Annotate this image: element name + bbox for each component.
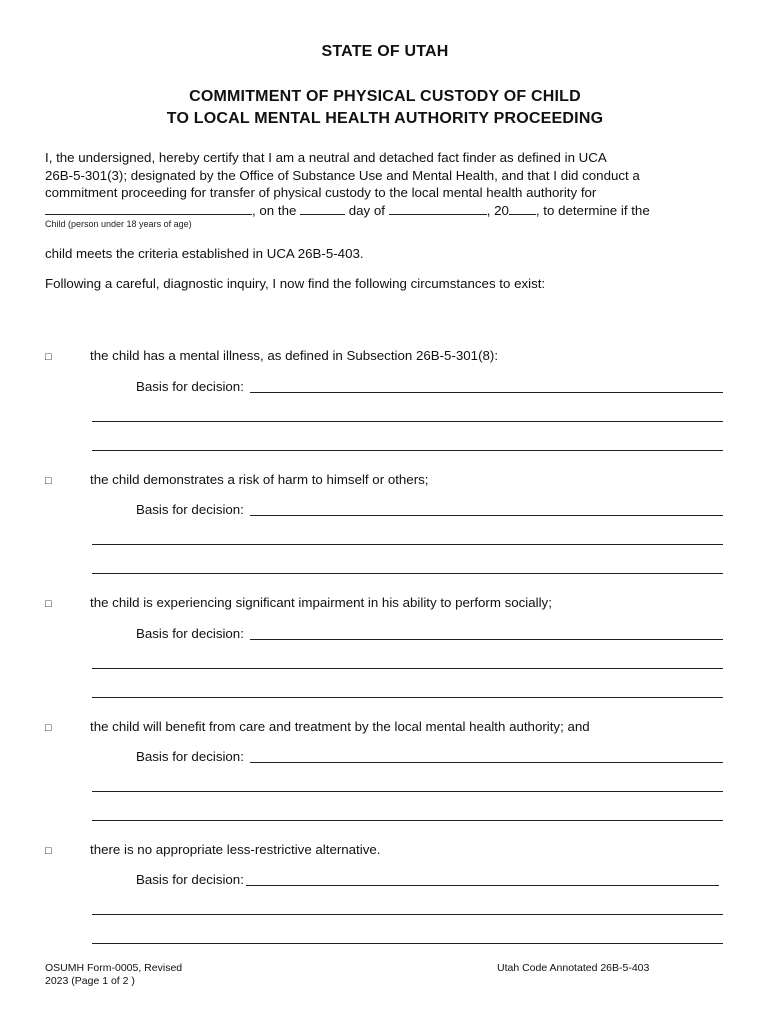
item-3-basis-line-3[interactable]: [92, 697, 723, 698]
item-1-basis-field[interactable]: [250, 392, 723, 393]
item-4-text: the child will benefit from care and treatment by the local mental health authority; and: [90, 719, 590, 734]
year-field[interactable]: [509, 202, 536, 215]
page-indicator: 2023 (Page 1 of 2 ): [45, 975, 135, 987]
inquiry-statement: Following a careful, diagnostic inquiry, I now find the following circumstances to exist:: [45, 276, 546, 291]
year-prefix-label: , 20: [486, 202, 509, 218]
item-1-basis-label: Basis for decision:: [136, 379, 244, 394]
item-1-basis-line-2[interactable]: [92, 421, 723, 422]
criteria-statement: child meets the criteria established in UCA 26B-5-403.: [45, 246, 364, 261]
state-heading: STATE OF UTAH: [321, 43, 449, 60]
item-1-text: the child has a mental illness, as defined in Subsection 26B-5-301(8):: [90, 348, 499, 363]
item-2-basis-line-2[interactable]: [92, 544, 723, 545]
item-5-basis-field[interactable]: [246, 885, 719, 886]
item-2-text: the child demonstrates a risk of harm to himself or others;: [90, 472, 429, 487]
day-of-label: day of: [348, 202, 385, 218]
item-2-checkbox[interactable]: □: [45, 475, 52, 487]
intro-line-4: [45, 202, 685, 220]
item-4-basis-line-3[interactable]: [92, 820, 723, 821]
item-4-basis-field[interactable]: [250, 762, 723, 763]
item-3-basis-field[interactable]: [250, 639, 723, 640]
child-field-caption: Child (person under 18 years of age): [45, 219, 192, 229]
item-2-basis-field[interactable]: [250, 515, 723, 516]
item-2-basis-line-3[interactable]: [92, 573, 723, 574]
item-5-basis-label: Basis for decision:: [136, 872, 244, 887]
on-the-label: , on the: [252, 202, 297, 218]
item-3-basis-label: Basis for decision:: [136, 626, 244, 641]
statute-reference: Utah Code Annotated 26B-5-403: [497, 962, 650, 974]
form-number: OSUMH Form-0005, Revised: [45, 962, 183, 974]
item-4-basis-label: Basis for decision:: [136, 749, 244, 764]
child-name-field[interactable]: [45, 202, 252, 215]
item-5-checkbox[interactable]: □: [45, 845, 52, 857]
item-5-text: there is no appropriate less-restrictive alternative.: [90, 842, 381, 857]
intro-line-2: 26B-5-301(3); designated by the Office of Substance Use and Mental Health, and that I did conduct a: [45, 167, 640, 183]
form-footer-left: [45, 962, 182, 988]
month-field[interactable]: [389, 202, 487, 215]
to-determine-label: , to determine if the: [535, 202, 650, 218]
item-5-basis-line-3[interactable]: [92, 943, 723, 944]
item-3-text: the child is experiencing significant impairment in his ability to perform socially;: [90, 595, 552, 610]
day-field[interactable]: [300, 202, 345, 215]
item-1-checkbox[interactable]: □: [45, 351, 52, 363]
certification-paragraph: [45, 149, 685, 219]
form-title-line2: TO LOCAL MENTAL HEALTH AUTHORITY PROCEEDING: [166, 110, 604, 127]
intro-line-3: commitment proceeding for transfer of physical custody to the local mental health authority for: [45, 185, 597, 200]
item-4-basis-line-2[interactable]: [92, 791, 723, 792]
item-1-basis-line-3[interactable]: [92, 450, 723, 451]
item-3-checkbox[interactable]: □: [45, 598, 52, 610]
item-3-basis-line-2[interactable]: [92, 668, 723, 669]
intro-line-1: I, the undersigned, hereby certify that I am a neutral and detached fact finder as defined in UCA: [45, 150, 607, 165]
item-4-checkbox[interactable]: □: [45, 722, 52, 734]
form-title-line1: COMMITMENT OF PHYSICAL CUSTODY OF CHILD: [189, 88, 581, 105]
item-2-basis-label: Basis for decision:: [136, 502, 244, 517]
item-5-basis-line-2[interactable]: [92, 914, 723, 915]
